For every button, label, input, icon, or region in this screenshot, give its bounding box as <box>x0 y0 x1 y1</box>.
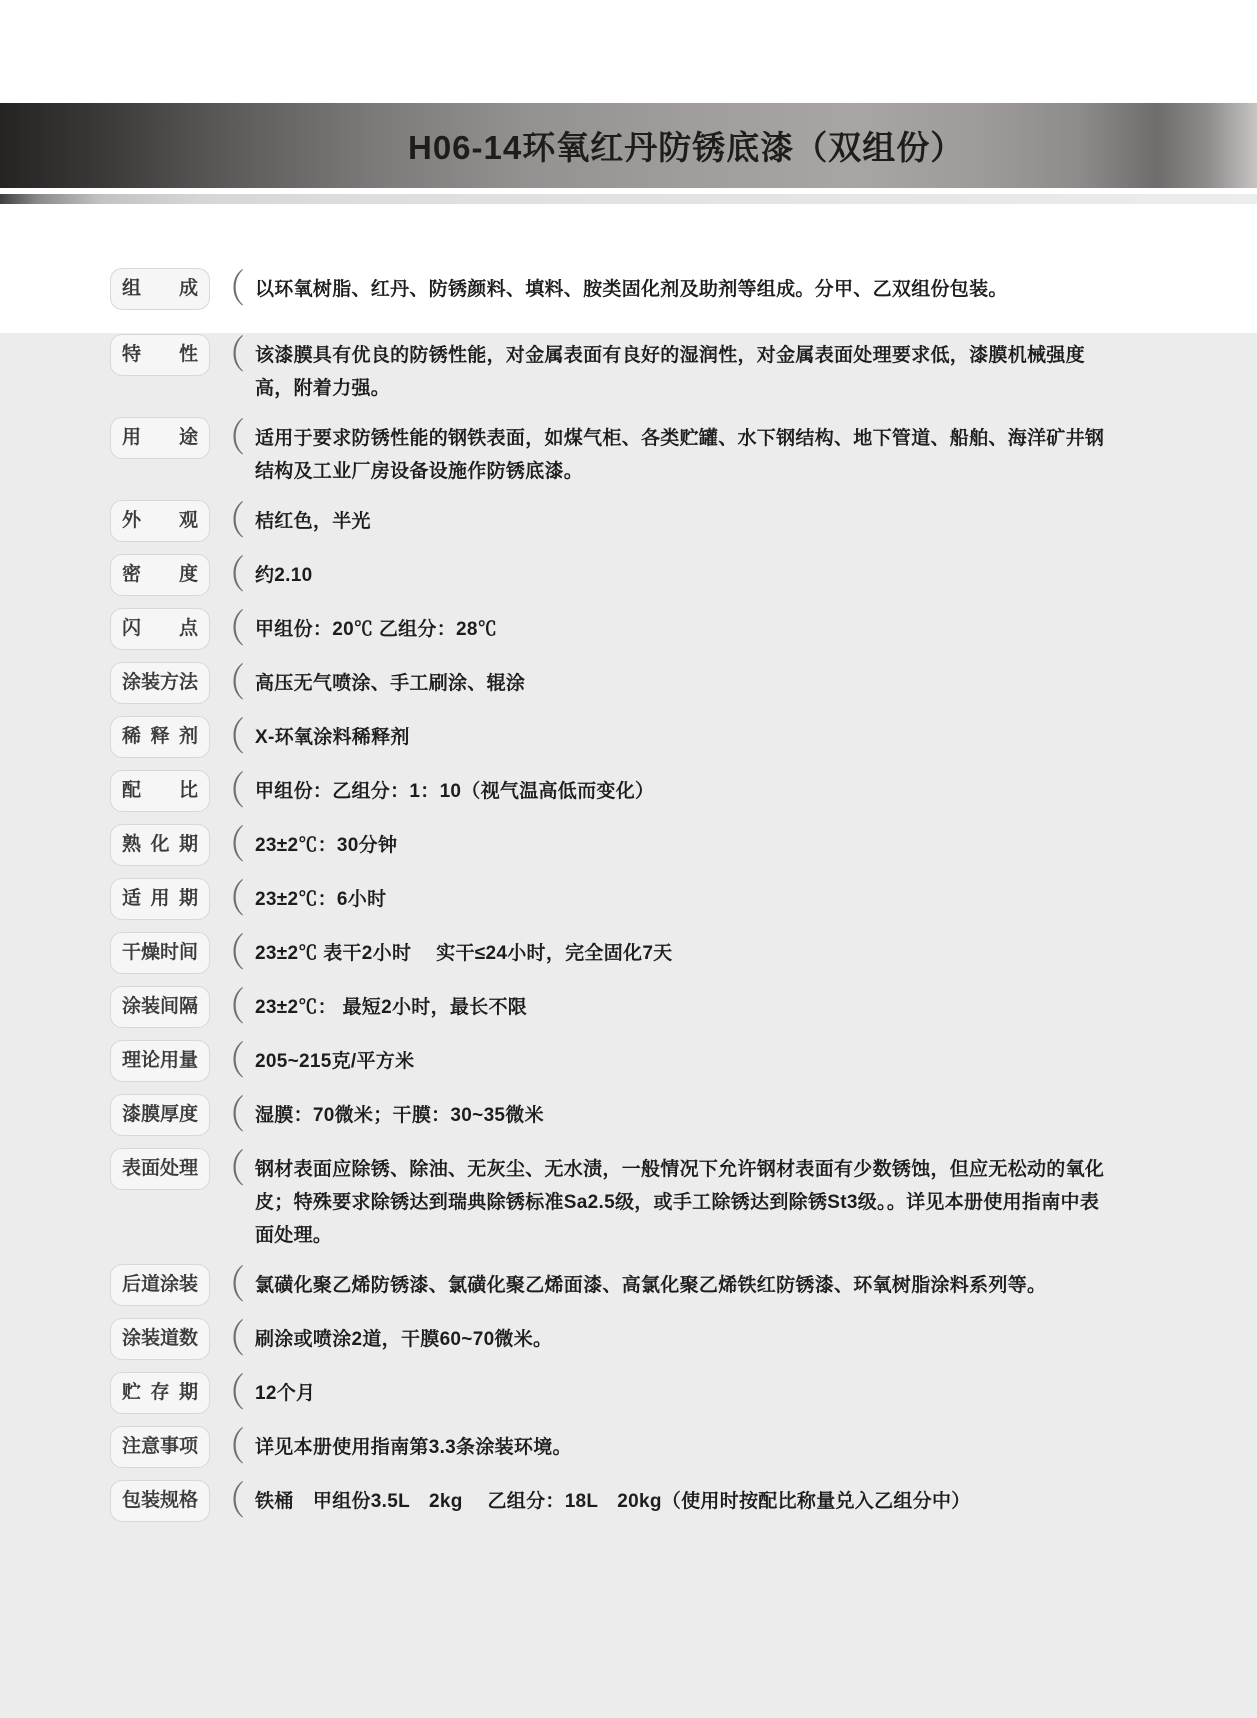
spec-row <box>110 1264 1100 1306</box>
row-label: 熟 化 期 <box>110 824 210 866</box>
open-paren-glyph: （ <box>212 876 245 921</box>
row-label: 理论用量 <box>110 1040 210 1082</box>
row-value: 湿膜：70微米；干膜：30~35微米 <box>255 1105 544 1126</box>
spec-row <box>110 1040 1100 1082</box>
banner-accent-strip <box>0 194 1257 204</box>
spec-row <box>110 932 1100 974</box>
spec-table <box>0 204 1105 1523</box>
spec-row <box>110 716 1100 758</box>
open-paren-glyph: （ <box>212 1424 245 1469</box>
spec-row <box>110 1146 1105 1252</box>
open-paren-glyph: （ <box>212 415 245 460</box>
spec-row <box>110 1318 1100 1360</box>
row-value: 23±2℃： 最短2小时，最长不限 <box>255 997 528 1018</box>
row-value: 23±2℃：6小时 <box>255 889 387 910</box>
row-label: 后道涂装 <box>110 1264 210 1306</box>
open-paren-glyph: （ <box>212 1316 245 1361</box>
row-value: 适用于要求防锈性能的钢铁表面，如煤气柜、各类贮罐、水下钢结构、地下管道、船舶、海洋矿井钢结构及工业厂房设备设施作防锈底漆。 <box>255 428 1105 482</box>
open-paren-glyph: （ <box>212 984 245 1029</box>
spec-row <box>110 554 1100 596</box>
open-paren-glyph: （ <box>212 1092 245 1137</box>
row-label: 包装规格 <box>110 1480 210 1522</box>
row-value: 详见本册使用指南第3.3条涂装环境。 <box>255 1437 572 1458</box>
open-paren-glyph: （ <box>212 266 245 311</box>
open-paren-glyph: （ <box>212 332 245 377</box>
row-label: 漆膜厚度 <box>110 1094 210 1136</box>
row-value: 甲组份：20℃ 乙组分：28℃ <box>255 619 498 640</box>
open-paren-glyph: （ <box>212 552 245 597</box>
row-label: 外 观 <box>110 500 210 542</box>
row-label: 组 成 <box>110 268 210 310</box>
spec-row <box>110 334 1100 405</box>
open-paren-glyph: （ <box>212 768 245 813</box>
open-paren-glyph: （ <box>212 606 245 651</box>
open-paren-glyph: （ <box>212 714 245 759</box>
row-label: 涂装方法 <box>110 662 210 704</box>
open-paren-glyph: （ <box>212 1370 245 1415</box>
row-value: 桔红色，半光 <box>255 511 371 532</box>
open-paren-glyph: （ <box>212 1038 245 1083</box>
row-value: 约2.10 <box>255 565 313 586</box>
row-value: 铁桶 甲组份3.5L 2kg 乙组分：18L 20kg（使用时按配比称量兑入乙组分中） <box>255 1491 971 1512</box>
spec-row <box>110 1372 1100 1414</box>
row-label: 稀 释 剂 <box>110 716 210 758</box>
row-label: 干燥时间 <box>110 932 210 974</box>
row-value: 23±2℃：30分钟 <box>255 835 398 856</box>
row-label: 表面处理 <box>110 1148 210 1190</box>
spec-row <box>110 878 1100 920</box>
row-label: 配 比 <box>110 770 210 812</box>
row-value: 氯磺化聚乙烯防锈漆、氯磺化聚乙烯面漆、高氯化聚乙烯铁红防锈漆、环氧树脂涂料系列等。 <box>255 1275 1047 1296</box>
spec-row <box>110 268 1100 310</box>
open-paren-glyph: （ <box>212 930 245 975</box>
row-label: 闪 点 <box>110 608 210 650</box>
row-label: 注意事项 <box>110 1426 210 1468</box>
row-value: 以环氧树脂、红丹、防锈颜料、填料、胺类固化剂及助剂等组成。分甲、乙双组份包装。 <box>255 279 1008 300</box>
spec-row <box>110 500 1100 542</box>
open-paren-glyph: （ <box>212 822 245 867</box>
spec-row <box>110 770 1100 812</box>
open-paren-glyph: （ <box>212 1146 245 1191</box>
row-label: 特 性 <box>110 334 210 376</box>
page-title: H06-14环氧红丹防锈底漆（双组份） <box>408 129 965 166</box>
spec-row <box>110 824 1100 866</box>
row-label: 密 度 <box>110 554 210 596</box>
row-value: 205~215克/平方米 <box>255 1051 415 1072</box>
row-value: X-环氧涂料稀释剂 <box>255 727 410 748</box>
open-paren-glyph: （ <box>212 660 245 705</box>
top-margin <box>0 0 1257 103</box>
title-banner <box>0 103 1257 188</box>
row-value: 甲组份：乙组分：1：10（视气温高低而变化） <box>255 781 655 802</box>
spec-row <box>110 662 1100 704</box>
spec-row <box>110 608 1100 650</box>
open-paren-glyph: （ <box>212 1478 245 1523</box>
row-value: 高压无气喷涂、手工刷涂、辊涂 <box>255 673 526 694</box>
row-label: 涂装道数 <box>110 1318 210 1360</box>
row-value: 钢材表面应除锈、除油、无灰尘、无水渍，一般情况下允许钢材表面有少数锈蚀，但应无松动的氧化皮；特殊要求除锈达到瑞典除锈标准Sa2.5级，或手工除锈达到除锈St3级。。详见本册使用指南中表面处理。 <box>255 1159 1105 1246</box>
row-label: 适 用 期 <box>110 878 210 920</box>
row-value: 该漆膜具有优良的防锈性能，对金属表面有良好的湿润性，对金属表面处理要求低，漆膜机械强度高，附着力强。 <box>255 345 1085 399</box>
row-value: 23±2℃ 表干2小时 实干≤24小时，完全固化7天 <box>255 943 673 964</box>
row-value: 12个月 <box>255 1383 316 1404</box>
spec-row <box>110 1094 1100 1136</box>
spec-row <box>110 1480 1100 1522</box>
spec-row <box>110 1426 1100 1468</box>
row-value: 刷涂或喷涂2道，干膜60~70微米。 <box>255 1329 553 1350</box>
row-label: 贮 存 期 <box>110 1372 210 1414</box>
open-paren-glyph: （ <box>212 1262 245 1307</box>
row-label: 涂装间隔 <box>110 986 210 1028</box>
spec-row <box>110 986 1100 1028</box>
spec-row <box>110 415 1105 488</box>
open-paren-glyph: （ <box>212 498 245 543</box>
row-label: 用 途 <box>110 417 210 459</box>
